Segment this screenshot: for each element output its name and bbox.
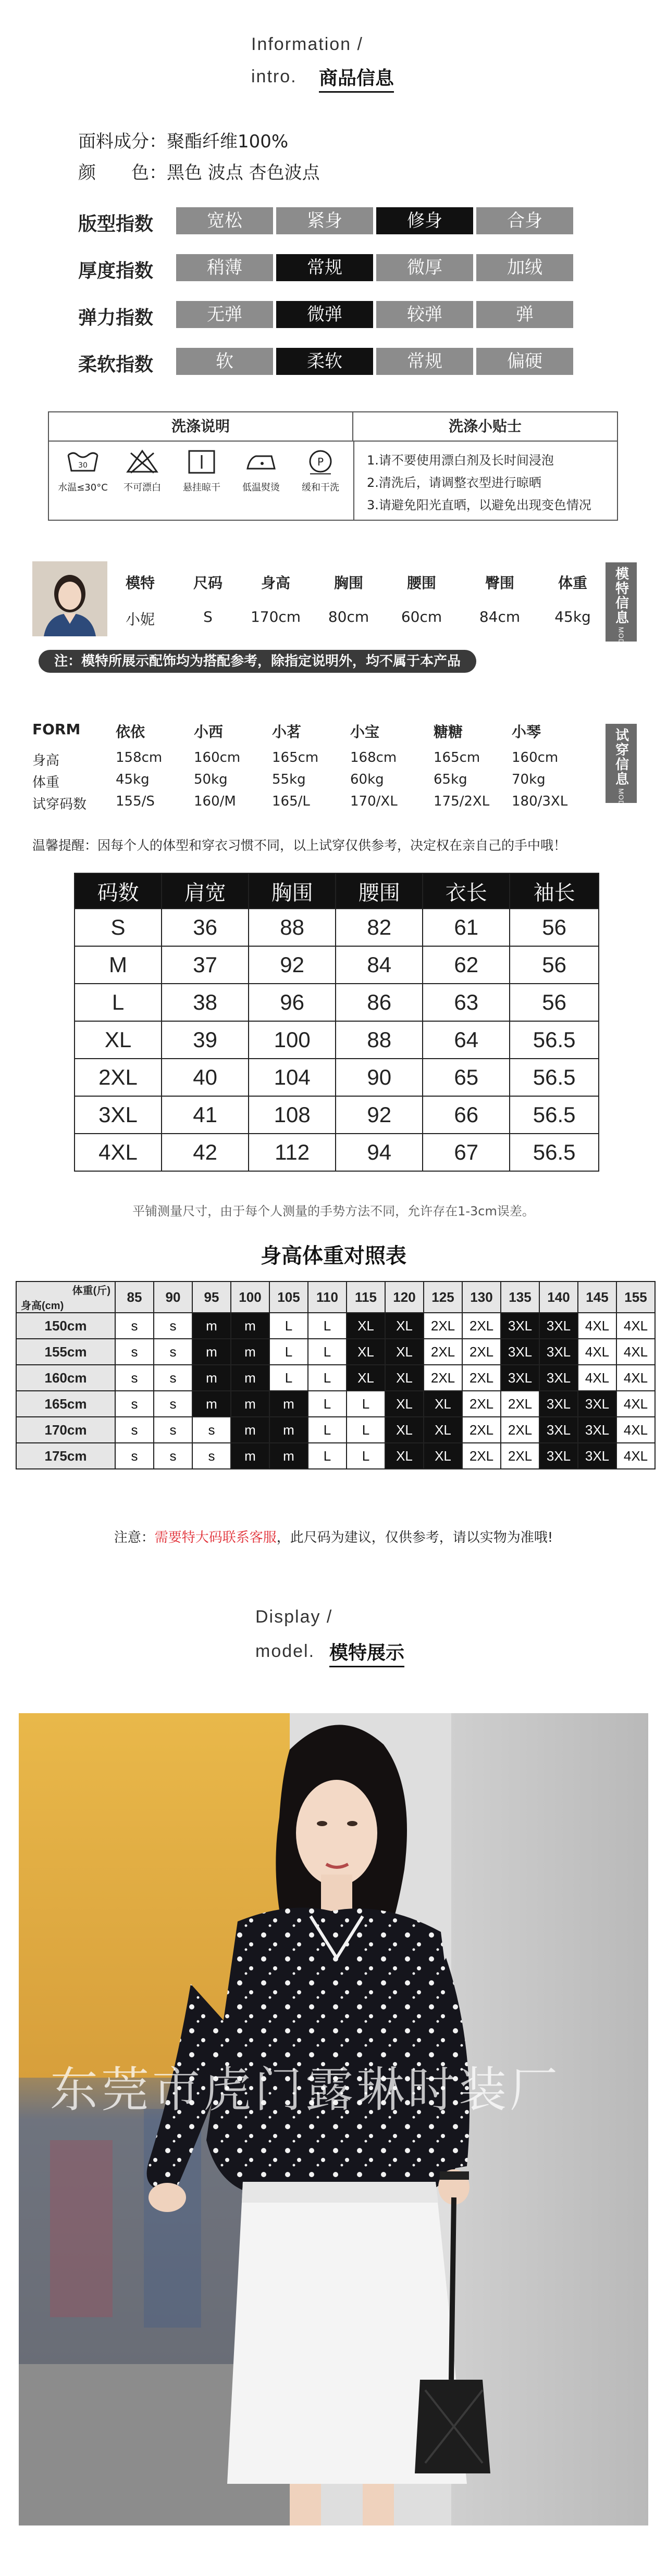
model-info-tab-en: MODEL SIZE — [617, 627, 625, 673]
index-option: 无弹 — [176, 301, 273, 328]
hw-size-cell: 2XL — [462, 1417, 501, 1443]
try-on-cell: 160/M — [194, 794, 236, 809]
wash-caption: 悬挂晾干 — [183, 482, 220, 493]
hw-size-cell: 4XL — [616, 1339, 655, 1365]
size-cell: 108 — [249, 1096, 336, 1134]
size-cell: 3XL — [75, 1096, 162, 1134]
model-header: 模特 — [125, 574, 155, 592]
wash-caption: 水温≤30°C — [58, 482, 108, 493]
size-cell: S — [75, 909, 162, 946]
hw-weight: 105 — [269, 1281, 308, 1313]
hw-size-cell: L — [308, 1443, 347, 1469]
size-cell: 84 — [336, 946, 423, 984]
size-cell: 56.5 — [510, 1059, 599, 1096]
water-30-icon — [66, 448, 100, 475]
try-on-cell: 60kg — [350, 772, 384, 787]
hw-corner-top: 体重(斤) — [72, 1285, 110, 1297]
table-row — [16, 1391, 655, 1417]
wash-divider — [353, 442, 354, 520]
try-on-cell: 45kg — [116, 772, 150, 787]
hw-size-cell: 4XL — [578, 1313, 616, 1339]
try-on-cell: 165cm — [434, 750, 480, 765]
index-option: 偏硬 — [476, 348, 573, 375]
hw-height: 175cm — [16, 1443, 115, 1469]
hw-size-cell: s — [154, 1417, 192, 1443]
try-on-tab-en: MODEL SIZE — [617, 788, 625, 835]
size-cell: 56.5 — [510, 1096, 599, 1134]
size-note: 平铺测量尺寸，由于每个人测量的手势方法不同，允许存在1-3cm误差。 — [132, 1204, 535, 1218]
size-cell: 56 — [510, 946, 599, 984]
hw-size-cell: 2XL — [462, 1443, 501, 1469]
hw-size-cell: 3XL — [501, 1313, 539, 1339]
try-on-header: 糖糖 — [434, 723, 463, 740]
size-header-cell: 胸围 — [249, 873, 336, 909]
index-option: 宽松 — [176, 207, 273, 234]
size-cell: 67 — [423, 1134, 510, 1171]
color-value: 黑色 波点 杏色波点 — [167, 162, 320, 183]
hw-size-cell: L — [308, 1313, 347, 1339]
hw-size-cell: XL — [385, 1443, 424, 1469]
try-on-cell: 65kg — [434, 772, 467, 787]
hw-weight: 130 — [462, 1281, 501, 1313]
wash-item — [173, 448, 230, 494]
hw-size-cell: L — [269, 1339, 308, 1365]
hw-weight: 140 — [539, 1281, 578, 1313]
hw-size-cell: 3XL — [501, 1365, 539, 1391]
table-row — [16, 1417, 655, 1443]
model-photo — [19, 1713, 648, 2525]
hw-size-cell: L — [308, 1339, 347, 1365]
try-on-cell: 158cm — [116, 750, 163, 765]
index-label: 柔软指数 — [78, 354, 154, 375]
hw-size-cell: 4XL — [616, 1391, 655, 1417]
hw-size-cell: s — [115, 1339, 154, 1365]
size-cell: 104 — [249, 1059, 336, 1096]
hw-size-cell: s — [154, 1443, 192, 1469]
hw-weight: 95 — [192, 1281, 231, 1313]
hw-size-cell: 2XL — [462, 1365, 501, 1391]
watermark-text: 东莞市虎门露琳时装厂 — [50, 2062, 561, 2118]
svg-text:P: P — [317, 456, 324, 468]
hw-size-cell: 4XL — [616, 1443, 655, 1469]
hw-size-cell: s — [115, 1391, 154, 1417]
try-on-header: 依依 — [116, 723, 145, 740]
wash-right-title: 洗涤小贴士 — [448, 418, 522, 435]
hw-size-cell: L — [308, 1365, 347, 1391]
size-cell: 40 — [162, 1059, 249, 1096]
index-option: 加绒 — [476, 254, 573, 281]
try-on-cell: 165/L — [272, 794, 310, 809]
try-on-header: 小琴 — [512, 723, 541, 740]
color-line — [78, 158, 320, 184]
size-cell: 65 — [423, 1059, 510, 1096]
size-cell: 61 — [423, 909, 510, 946]
size-cell: 56 — [510, 984, 599, 1021]
hw-size-cell: XL — [424, 1417, 462, 1443]
hw-weight: 155 — [616, 1281, 655, 1313]
size-cell: M — [75, 946, 162, 984]
hw-size-cell: s — [115, 1443, 154, 1469]
index-option: 软 — [176, 348, 273, 375]
wash-icons — [54, 448, 351, 516]
try-on-cell: 试穿码数 — [32, 797, 87, 812]
table-row — [75, 984, 599, 1021]
hw-size-cell: 2XL — [424, 1313, 462, 1339]
index-option: 弹 — [476, 301, 573, 328]
hw-size-cell: XL — [385, 1417, 424, 1443]
size-cell: 39 — [162, 1021, 249, 1059]
model-avatar — [32, 561, 107, 636]
wash-item — [292, 448, 349, 494]
hw-size-cell: 2XL — [424, 1365, 462, 1391]
hw-size-cell: 2XL — [462, 1391, 501, 1417]
try-on-cell: 55kg — [272, 772, 306, 787]
try-on-header: 小西 — [194, 723, 224, 740]
size-cell: 38 — [162, 984, 249, 1021]
try-on-cell: 50kg — [194, 772, 228, 787]
hang-dry-icon — [185, 448, 218, 475]
hw-size-cell: 4XL — [616, 1417, 655, 1443]
hw-size-cell: XL — [424, 1443, 462, 1469]
hw-size-cell: 3XL — [539, 1443, 578, 1469]
hw-size-cell: 2XL — [424, 1339, 462, 1365]
index-option: 柔软 — [276, 348, 373, 375]
hw-size-cell: m — [192, 1339, 231, 1365]
size-cell: 88 — [336, 1021, 423, 1059]
hw-size-cell: s — [192, 1443, 231, 1469]
hw-weight: 90 — [154, 1281, 192, 1313]
size-header-cell: 肩宽 — [162, 873, 249, 909]
try-on-cell: 165cm — [272, 750, 319, 765]
table-row — [75, 1096, 599, 1134]
hw-size-cell: m — [231, 1417, 269, 1443]
try-on-cell: 168cm — [350, 750, 397, 765]
hw-size-cell: m — [231, 1365, 269, 1391]
model-info-table — [112, 572, 596, 634]
color-label: 颜 色： — [78, 162, 167, 183]
wash-tip-3: 3.请避免阳光直晒，以避免出现变色情况 — [367, 498, 591, 512]
model-value: S — [203, 608, 213, 625]
model-header: 体重 — [558, 574, 587, 592]
hw-size-cell: L — [269, 1365, 308, 1391]
size-cell: 92 — [249, 946, 336, 984]
hw-size-cell: s — [154, 1365, 192, 1391]
hw-size-cell: 2XL — [501, 1417, 539, 1443]
low-iron-icon — [244, 448, 278, 475]
size-cell: 56.5 — [510, 1134, 599, 1171]
table-row — [16, 1339, 655, 1365]
hw-size-cell: 3XL — [578, 1417, 616, 1443]
index-option: 常规 — [276, 254, 373, 281]
hw-size-cell: m — [192, 1391, 231, 1417]
table-row — [75, 1134, 599, 1171]
hw-size-cell: XL — [424, 1391, 462, 1417]
model-avatar-icon — [32, 561, 107, 636]
try-on-cell: 175/2XL — [434, 794, 490, 809]
model-value: 45kg — [554, 608, 591, 625]
svg-text:30: 30 — [78, 461, 88, 470]
hw-size-cell: L — [347, 1417, 385, 1443]
hw-size-cell: 3XL — [539, 1417, 578, 1443]
hw-size-cell: XL — [347, 1339, 385, 1365]
index-option: 紧身 — [276, 207, 373, 234]
size-cell: 94 — [336, 1134, 423, 1171]
index-option: 修身 — [376, 207, 473, 234]
table-row — [75, 946, 599, 984]
size-cell: 42 — [162, 1134, 249, 1171]
size-cell: L — [75, 984, 162, 1021]
hw-size-cell: L — [269, 1313, 308, 1339]
hw-size-cell: 3XL — [539, 1339, 578, 1365]
fabric-label: 面料成分： — [78, 131, 167, 152]
display-en-bottom: model. — [255, 1641, 315, 1661]
model-info-tab-cn: 模特信息 — [613, 567, 629, 625]
try-on-reminder: 温馨提醒：因每个人的体型和穿衣习惯不同，以上试穿仅供参考，决定权在亲自己的手中哦！ — [32, 838, 567, 853]
wash-tip-1: 1.请不要使用漂白剂及长时间浸泡 — [367, 453, 554, 468]
hw-size-cell: m — [269, 1417, 308, 1443]
hw-size-cell: 3XL — [578, 1443, 616, 1469]
accessory-notice: 注：模特所展示配饰均为搭配参考，除指定说明外，均不属于本产品 — [39, 650, 476, 673]
hw-note-red: 需要特大码联系客服 — [154, 1530, 277, 1545]
hw-chart-table — [16, 1281, 656, 1469]
model-header: 尺码 — [193, 574, 223, 592]
hw-weight: 110 — [308, 1281, 347, 1313]
size-cell: 62 — [423, 946, 510, 984]
try-on-cell: 体重 — [32, 775, 60, 790]
wash-item — [232, 448, 290, 494]
wash-left-title: 洗涤说明 — [171, 418, 230, 435]
hw-size-cell: s — [115, 1313, 154, 1339]
try-on-cell: 身高 — [32, 753, 60, 769]
try-on-tab — [606, 724, 637, 835]
hw-header-row — [16, 1281, 655, 1313]
index-label: 版型指数 — [78, 213, 154, 235]
try-on-cell: 70kg — [512, 772, 546, 787]
wash-tips — [367, 450, 591, 513]
hw-height: 160cm — [16, 1365, 115, 1391]
hw-size-cell: L — [347, 1391, 385, 1417]
hw-size-cell: XL — [385, 1391, 424, 1417]
hw-size-cell: 3XL — [501, 1339, 539, 1365]
index-option: 常规 — [376, 348, 473, 375]
size-cell: 56 — [510, 909, 599, 946]
size-header-cell: 衣长 — [423, 873, 510, 909]
hw-size-cell: 4XL — [616, 1313, 655, 1339]
hw-size-cell: 3XL — [539, 1365, 578, 1391]
size-cell: 64 — [423, 1021, 510, 1059]
model-value: 170cm — [250, 608, 301, 625]
hw-size-cell: XL — [385, 1365, 424, 1391]
size-cell: 86 — [336, 984, 423, 1021]
try-on-header: 小茗 — [272, 723, 302, 740]
wash-right-head — [353, 412, 617, 442]
hw-size-cell: L — [347, 1443, 385, 1469]
try-on-header: FORM — [32, 721, 81, 738]
size-cell: 96 — [249, 984, 336, 1021]
hw-size-cell: L — [308, 1391, 347, 1417]
size-cell: 92 — [336, 1096, 423, 1134]
hw-height: 165cm — [16, 1391, 115, 1417]
hw-size-cell: 2XL — [501, 1443, 539, 1469]
hw-weight: 85 — [115, 1281, 154, 1313]
hw-size-cell: 4XL — [578, 1365, 616, 1391]
fabric-value: 聚酯纤维100% — [167, 131, 289, 152]
hw-size-cell: s — [115, 1417, 154, 1443]
hw-size-cell: L — [308, 1417, 347, 1443]
washing-box — [48, 411, 618, 521]
size-header-row — [75, 873, 599, 909]
wash-caption: 不可漂白 — [123, 482, 161, 493]
hw-size-cell: m — [269, 1443, 308, 1469]
hw-size-cell: s — [115, 1365, 154, 1391]
try-on-cell: 155/S — [116, 794, 155, 809]
hw-size-cell: 2XL — [462, 1313, 501, 1339]
hw-size-cell: 2XL — [462, 1339, 501, 1365]
try-on-cell: 170/XL — [350, 794, 398, 809]
size-cell: 82 — [336, 909, 423, 946]
display-en-top: Display / — [255, 1607, 333, 1627]
hw-weight: 100 — [231, 1281, 269, 1313]
display-cn-title: 模特展示 — [329, 1638, 404, 1667]
model-header: 臀围 — [485, 574, 514, 592]
index-option: 微厚 — [376, 254, 473, 281]
size-cell: XL — [75, 1021, 162, 1059]
model-value: 84cm — [479, 608, 521, 625]
try-on-cell: 160cm — [194, 750, 241, 765]
size-cell: 90 — [336, 1059, 423, 1096]
hw-height: 150cm — [16, 1313, 115, 1339]
index-option: 合身 — [476, 207, 573, 234]
size-cell: 100 — [249, 1021, 336, 1059]
hw-height: 155cm — [16, 1339, 115, 1365]
size-cell: 112 — [249, 1134, 336, 1171]
hw-size-cell: m — [231, 1443, 269, 1469]
hw-weight: 135 — [501, 1281, 539, 1313]
try-on-header: 小宝 — [350, 723, 380, 740]
wash-tip-2: 2.清洗后，请调整衣型进行晾晒 — [367, 475, 541, 490]
info-en-bottom: intro. — [251, 67, 297, 86]
hw-height: 170cm — [16, 1417, 115, 1443]
hw-size-cell: XL — [385, 1313, 424, 1339]
index-label: 弹力指数 — [78, 307, 154, 329]
hw-weight: 120 — [385, 1281, 424, 1313]
try-on-cell: 180/3XL — [512, 794, 568, 809]
hw-note-prefix: 注意： — [114, 1530, 155, 1545]
hw-size-cell: 3XL — [539, 1313, 578, 1339]
model-value: 60cm — [401, 608, 442, 625]
model-header: 胸围 — [334, 574, 363, 592]
table-row — [16, 1365, 655, 1391]
index-option: 微弹 — [276, 301, 373, 328]
fabric-line — [78, 127, 288, 153]
size-cell: 4XL — [75, 1134, 162, 1171]
dry-clean-icon — [304, 448, 337, 475]
wash-caption: 缓和干洗 — [302, 482, 339, 493]
wash-left-head — [49, 412, 353, 442]
table-row — [75, 909, 599, 946]
size-cell: 37 — [162, 946, 249, 984]
info-cn-title: 商品信息 — [319, 64, 394, 93]
size-cell: 88 — [249, 909, 336, 946]
wash-item — [54, 448, 112, 494]
hw-size-cell: 3XL — [539, 1391, 578, 1417]
hw-size-cell: s — [154, 1339, 192, 1365]
table-row — [16, 1313, 655, 1339]
size-cell: 36 — [162, 909, 249, 946]
hw-size-cell: XL — [347, 1365, 385, 1391]
hw-size-cell: XL — [385, 1339, 424, 1365]
model-value: 80cm — [328, 608, 369, 625]
try-on-table — [32, 721, 600, 825]
hw-corner — [16, 1281, 115, 1313]
hw-size-cell: 2XL — [501, 1391, 539, 1417]
hw-note — [0, 1527, 667, 1546]
table-row — [75, 1059, 599, 1096]
index-option: 稍薄 — [176, 254, 273, 281]
size-table — [74, 873, 599, 1172]
size-cell: 56.5 — [510, 1021, 599, 1059]
hw-size-cell: 4XL — [616, 1365, 655, 1391]
hw-size-cell: 4XL — [578, 1339, 616, 1365]
no-bleach-icon — [126, 448, 159, 475]
hw-weight: 125 — [424, 1281, 462, 1313]
index-label: 厚度指数 — [78, 260, 154, 282]
model-header: 身高 — [261, 574, 290, 592]
model-header: 腰围 — [406, 574, 436, 592]
hw-size-cell: m — [231, 1313, 269, 1339]
wash-caption: 低温熨烫 — [242, 482, 280, 493]
hw-weight: 115 — [347, 1281, 385, 1313]
hw-size-cell: m — [231, 1339, 269, 1365]
hw-corner-bottom: 身高(cm) — [21, 1300, 64, 1312]
table-row — [16, 1443, 655, 1469]
size-header-cell: 腰围 — [336, 873, 423, 909]
hw-size-cell: s — [192, 1417, 231, 1443]
hw-size-cell: m — [231, 1391, 269, 1417]
hw-size-cell: m — [192, 1365, 231, 1391]
wash-item — [114, 448, 171, 494]
try-on-cell: 160cm — [512, 750, 559, 765]
index-option: 较弹 — [376, 301, 473, 328]
hw-size-cell: s — [154, 1391, 192, 1417]
try-on-tab-cn: 试穿信息 — [613, 728, 629, 786]
size-cell: 63 — [423, 984, 510, 1021]
model-value: 小妮 — [125, 611, 155, 628]
hw-weight: 145 — [578, 1281, 616, 1313]
hw-chart-title: 身高体重对照表 — [261, 1244, 406, 1268]
model-info-tab — [606, 562, 637, 673]
hw-size-cell: s — [154, 1313, 192, 1339]
hw-size-cell: XL — [347, 1313, 385, 1339]
size-cell: 41 — [162, 1096, 249, 1134]
hw-size-cell: m — [192, 1313, 231, 1339]
size-header-cell: 码数 — [75, 873, 162, 909]
info-en-top: Information / — [251, 34, 363, 54]
size-cell: 66 — [423, 1096, 510, 1134]
hw-size-cell: m — [269, 1391, 308, 1417]
hw-size-cell: 3XL — [578, 1391, 616, 1417]
size-cell: 2XL — [75, 1059, 162, 1096]
table-row — [75, 1021, 599, 1059]
size-header-cell: 袖长 — [510, 873, 599, 909]
hw-note-suffix: ，此尺码为建议，仅供参考，请以实物为准哦! — [276, 1530, 553, 1545]
